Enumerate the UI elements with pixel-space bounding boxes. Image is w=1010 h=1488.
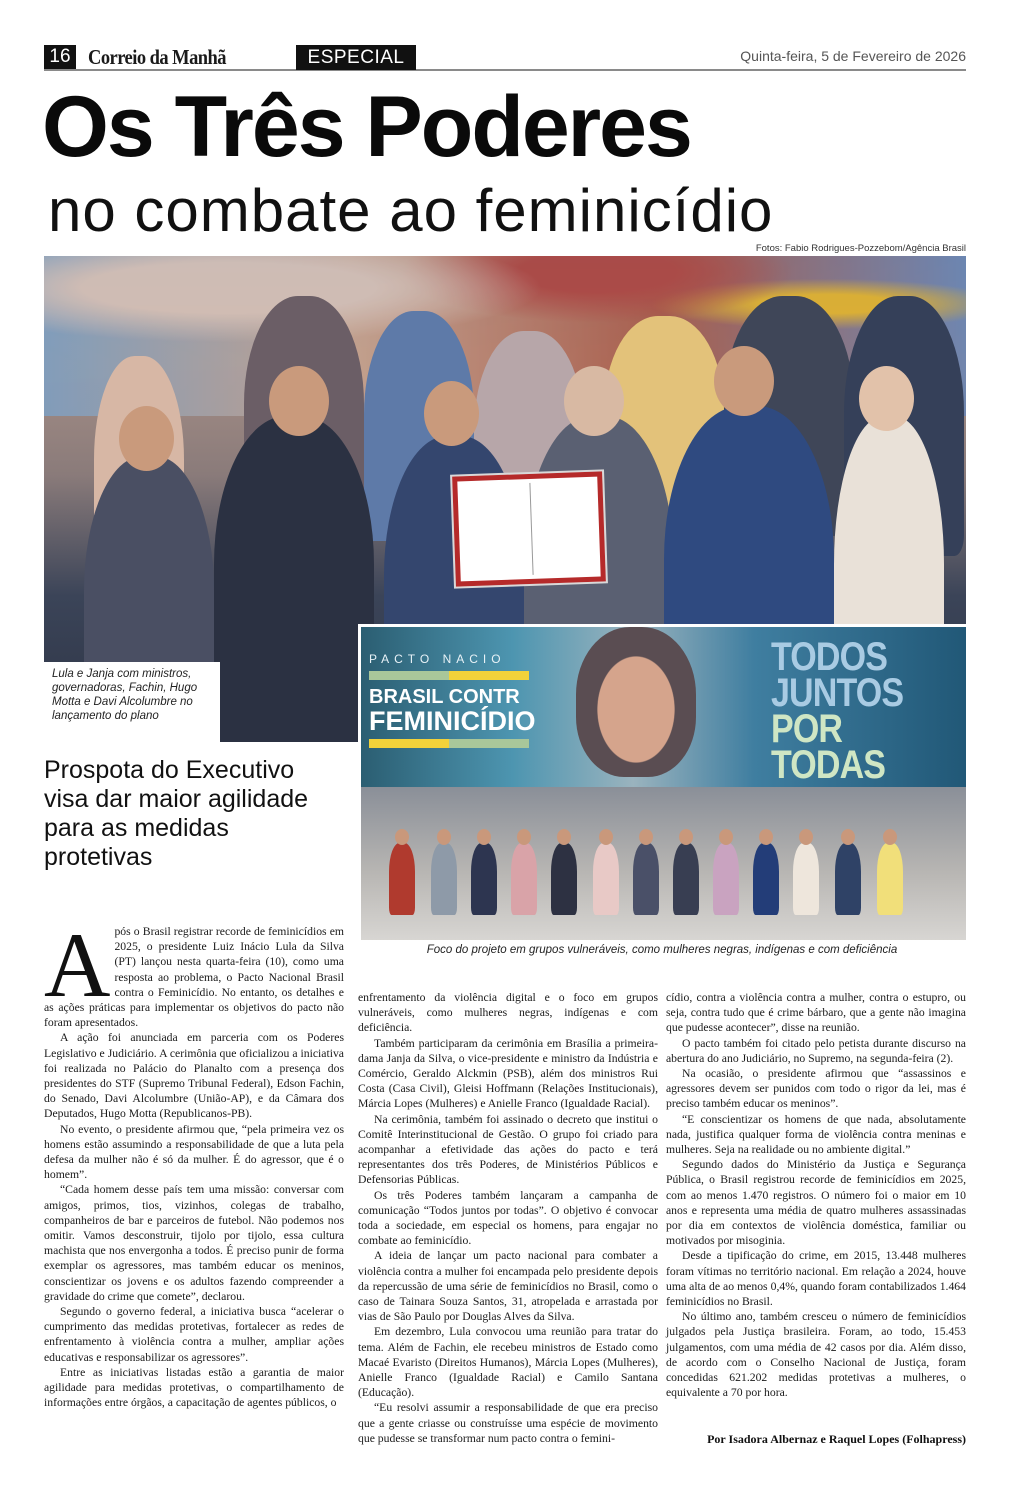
screen-portrait <box>576 627 696 777</box>
section-tag: ESPECIAL <box>296 45 416 70</box>
signed-document <box>452 471 606 586</box>
screen-bar <box>369 739 449 748</box>
photo-credit: Fotos: Fabio Rodrigues-Pozzebom/Agência Brasil <box>755 243 966 254</box>
seated-person <box>593 843 619 915</box>
article-deck: Prospota do Executivo visa dar maior agilidade para as medidas protetivas <box>44 756 309 871</box>
article-paragraph: cídio, contra a violência contra a mulher, contra o estupro, ou seja, contra tudo que é crime bárbaro, que a gente não imagina que pudesse acontecer”, disse na reunião. <box>666 991 966 1035</box>
person-head <box>714 346 774 416</box>
article-paragraph: No evento, o presidente afirmou que, “pela primeira vez os homens estão assumindo a responsabilidade de que a luta pela defesa da mulher não é só da mulher. É do agressor, que é o homem”. <box>44 1122 344 1182</box>
stage <box>361 787 966 940</box>
screen-campaign-text: TODOS JUNTOS POR TODAS <box>771 635 904 787</box>
subheadline: no combate ao feminicídio <box>48 177 774 244</box>
article-paragraph: O pacto também foi citado pelo petista durante discurso na abertura do ano Judiciário, no Supremo, na segunda-feira (2). <box>666 1036 966 1065</box>
byline: Por Isadora Albernaz e Raquel Lopes (Folhapress) <box>707 1432 966 1446</box>
seated-person <box>835 843 861 915</box>
page-number: 16 <box>44 45 76 69</box>
screen-brasil-text: BRASIL CONTR <box>369 686 520 708</box>
seated-person <box>713 843 739 915</box>
article-paragraph: Também participaram da cerimônia em Brasília a primeira-dama Janja da Silva, o vice-presidente e ministro da Indústria e Comércio, Geraldo Alckmin (PSB), além dos ministros Rui Costa (Casa Civil), Gleisi Hoffmann (Relações Institucionais), Márcia Lopes (Mulheres) e Anielle Franco (Igualdade Racial). <box>358 1036 658 1111</box>
article-paragraph: Após o Brasil registrar recorde de feminicídios em 2025, o presidente Luiz Inácio Lula da Silva (PT) lançou nesta quarta-feira (10), como uma resposta ao problema, o Pacto Nacional Brasil contra o Feminicídio. No entanto, os detalhes e as ações práticas para implementar os objetivos do pacto não foram apresentados. <box>44 914 344 1030</box>
page-header <box>44 45 966 71</box>
screen-pacto-text: PACTO NACIO <box>369 652 506 666</box>
article-paragraph: A ideia de lançar um pacto nacional para combater a violência contra a mulher foi encampada pelo presidente depois da repercussão de uma série de feminicídios no Brasil, como o caso de Tainara Souza Santos, 31, atropelada e arrastada por vias de São Paulo por Douglas Alves da Silva. <box>358 1249 658 1324</box>
screen-feminicidio-text: FEMINICÍDIO <box>369 706 536 736</box>
article-paragraph: Entre as iniciativas listadas estão a garantia de maior agilidade para medidas protetivas, o compartilhamento de informações entre órgãos, a capacitação de agentes públicos, o <box>44 1365 344 1410</box>
article-column-2 <box>358 990 658 1446</box>
seated-person <box>471 843 497 915</box>
second-photo <box>358 624 966 940</box>
article-column-1 <box>44 914 344 1411</box>
person-head <box>424 381 479 446</box>
event-screen <box>361 627 966 787</box>
person-head <box>564 366 624 436</box>
seated-person <box>511 843 537 915</box>
main-photo-caption: Lula e Janja com ministros, governadoras, Fachin, Hugo Motta e Davi Alcolumbre no lançamento do plano <box>44 662 220 742</box>
seated-person <box>431 843 457 915</box>
article-column-3 <box>666 990 966 1400</box>
masthead-logo: Correio da Manhã <box>88 45 227 69</box>
article-paragraph: “Cada homem desse país tem uma missão: conversar com amigos, primos, tios, vizinhos, colegas de trabalho, companheiros de bar e parceiros de futebol. Não podemos nos omitir. Vamos desconstruir, tijolo por tijolo, essa cultura machista que nos envergonha a todos. É preciso punir de forma exemplar os agressores, mas também educar os meninos, conscientizar os jovens e os adultos fazendo compreender a gravidade do crime que comete”, declarou. <box>44 1183 344 1303</box>
seated-person <box>389 843 415 915</box>
article-paragraph: Em dezembro, Lula convocou uma reunião para tratar do tema. Além de Fachin, ele recebeu ministros de Estado como Macaé Evaristo (Direitos Humanos), Márcia Lopes (Mulheres), Anielle Franco (Igualdade Racial) e Camilo Santana (Educação). <box>358 1325 658 1400</box>
person-figure <box>214 416 374 742</box>
seated-person <box>551 843 577 915</box>
article-paragraph: Os três Poderes também lançaram a campanha de comunicação “Todos juntos por todas”. O objetivo é convocar toda a sociedade, em especial os homens, para engajar no combate ao feminicídio. <box>358 1188 658 1248</box>
article-paragraph: A ação foi anunciada em parceria com os Poderes Legislativo e Judiciário. A cerimônia que oficializou a iniciativa foi realizada no Palácio do Planalto com a presença dos presidentes do STF (Supremo Tribunal Federal), Edson Fachin, do Senado, Davi Alcolumbre (União-AP), e da Câmara dos Deputados, Hugo Motta (Republicanos-PB). <box>44 1031 344 1121</box>
person-head <box>269 366 329 436</box>
article-paragraph: enfrentamento da violência digital e o foco em grupos vulneráveis, como mulheres negras, indígenas e com deficiência. <box>358 991 658 1035</box>
article-paragraph: No último ano, também cresceu o número de feminicídios julgados pela Justiça brasileira. Foram, ao todo, 15.453 julgamentos, com uma média de 42 casos por dia. Além disso, de acordo com o Conselho Nacional de Justiça, foram concedidas 621.202 medidas protetivas a mulheres, o equivalente a 70 por hora. <box>666 1310 966 1400</box>
second-photo-caption: Foco do projeto em grupos vulneráveis, como mulheres negras, indígenas e com deficiência <box>426 944 898 956</box>
person-head <box>859 366 914 431</box>
article-paragraph: Na ocasião, o presidente afirmou que “assassinos e agressores devem ser punidos com todo o rigor da lei, mas é preciso também educar os meninos”. <box>666 1067 966 1111</box>
screen-bar <box>449 671 529 680</box>
dateline: Quinta-feira, 5 de Fevereiro de 2026 <box>740 48 966 64</box>
seated-person <box>673 843 699 915</box>
seated-person <box>753 843 779 915</box>
article-paragraph: “E conscientizar os homens de que nada, absolutamente nada, justifica qualquer forma de violência contra meninas e mulheres. Seja na realidade ou no ambiente digital.” <box>666 1112 966 1157</box>
person-head <box>119 406 174 471</box>
article-paragraph: Desde a tipificação do crime, em 2015, 13.448 mulheres foram vítimas no território nacional. Em relação a 2024, houve uma alta de ao menos 0,4%, quando foram contabilizados 1.464 feminicídios no Brasil. <box>666 1249 966 1309</box>
article-paragraph: Na cerimônia, também foi assinado o decreto que institui o Comitê Interinstitucional de Gestão. O grupo foi criado para acompanhar a efetividade das ações do pacto e terá representantes dos três Poderes, de Ministérios Públicos e Defensorias Públicas. <box>358 1112 658 1187</box>
article-paragraph: “Eu resolvi assumir a responsabilidade de que era preciso que a gente criasse ou construísse uma espécie de movimento que pudesse se transformar num pacto contra o femini- <box>358 1401 658 1445</box>
screen-bar <box>449 739 529 748</box>
seated-person <box>877 843 903 915</box>
article-paragraph: Segundo o governo federal, a iniciativa busca “acelerar o cumprimento das medidas protetivas, fortalecer as redes de enfrentamento à violência contra a mulher, ampliar ações educativas e responsabilizar os agressores”. <box>44 1305 344 1364</box>
seated-person <box>793 843 819 915</box>
drop-cap: A <box>44 914 111 1016</box>
screen-bar <box>369 671 449 680</box>
article-paragraph: Segundo dados do Ministério da Justiça e Segurança Pública, o Brasil registrou recorde de feminicídios em 2025, com ao menos 1.470 registros. O número foi o maior em 10 anos e representa uma média de quatro mulheres assassinadas por dia em contextos de violência doméstica, familiar ou motivados por misoginia. <box>666 1158 966 1248</box>
seated-person <box>633 843 659 915</box>
headline: Os Três Poderes <box>42 79 691 175</box>
